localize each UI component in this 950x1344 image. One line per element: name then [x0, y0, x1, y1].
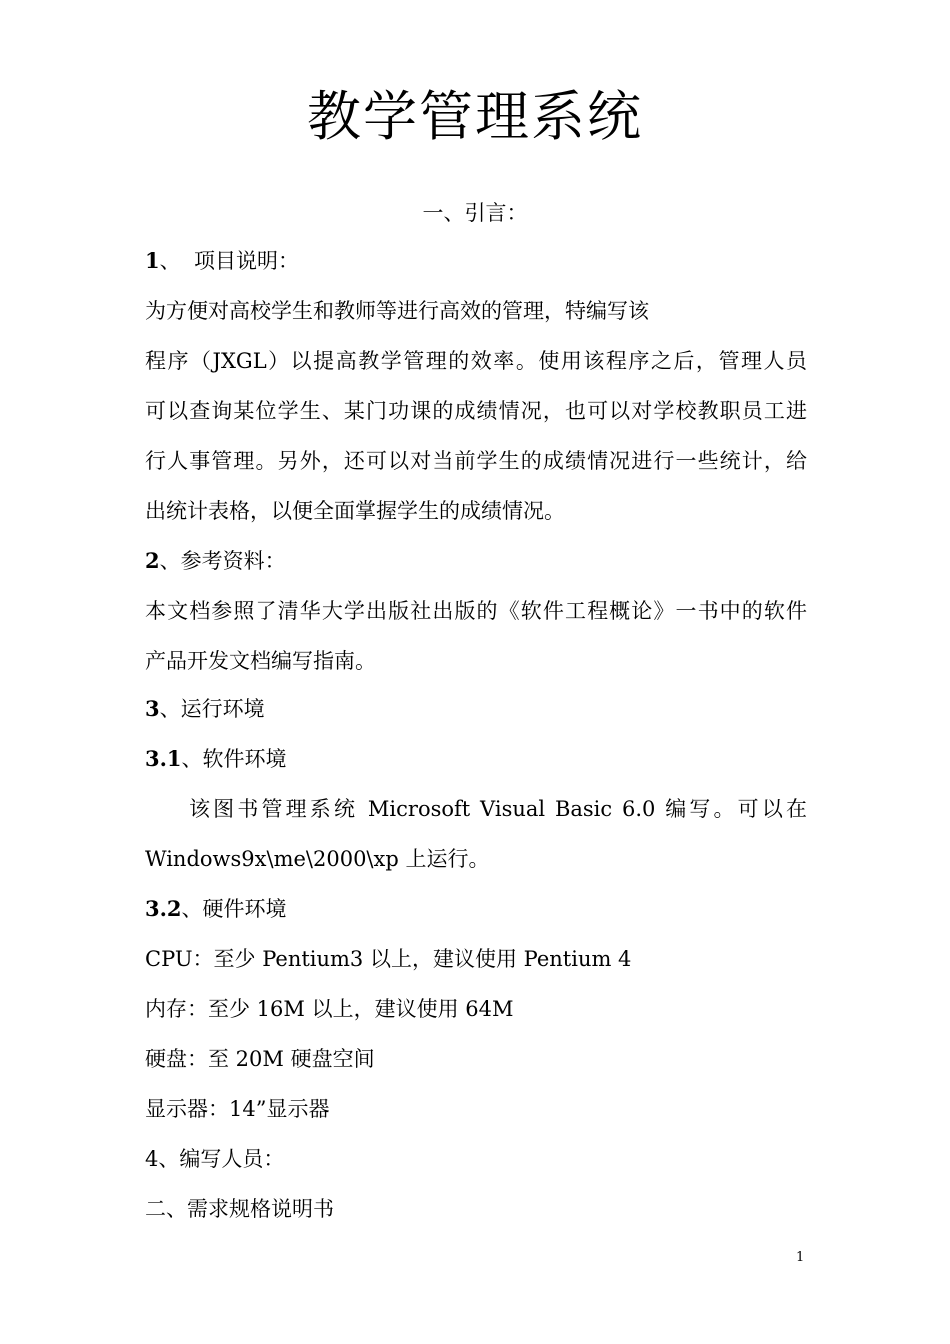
item-separator: 、 — [181, 747, 203, 771]
paragraph-line: 产品开发文档编写指南。 — [145, 649, 376, 673]
item-text: 硬件环境 — [202, 897, 287, 921]
paragraph-line: 为方便对高校学生和教师等进行高效的管理，特编写该 — [145, 299, 649, 323]
hardware-memory: 内存：至少 16M 以上，建议使用 64M — [145, 997, 514, 1021]
item-heading-authors: 4、编写人员： — [145, 1147, 285, 1171]
item-heading-hardware-environment — [145, 894, 807, 924]
paragraph-line: 程序（JXGL）以提高教学管理的效率。使用该程序之后，管理人员 — [145, 349, 807, 373]
item-number: 2 — [145, 548, 160, 573]
item-text: 项目说明： — [193, 249, 299, 273]
paragraph-line: Windows9x\me\2000\xp 上运行。 — [145, 847, 490, 871]
document-title: 教学管理系统 — [307, 85, 643, 148]
paragraph-line: 本文档参照了清华大学出版社出版的《软件工程概论》一书中的软件 — [145, 599, 807, 623]
hardware-disk: 硬盘：至 20M 硬盘空间 — [145, 1047, 375, 1071]
item-heading-project-description — [145, 246, 807, 276]
item-number: 3.2 — [145, 896, 182, 921]
item-separator: 、 — [159, 249, 194, 273]
item-heading-runtime-environment — [145, 694, 807, 724]
item-separator: 、 — [159, 697, 181, 721]
item-separator: 、 — [159, 549, 181, 573]
item-text: 运行环境 — [180, 697, 265, 721]
item-separator: 、 — [181, 897, 203, 921]
item-heading-software-environment — [145, 744, 807, 774]
section-heading-requirements: 二、需求规格说明书 — [145, 1197, 334, 1221]
paragraph-line: 该图书管理系统 Microsoft Visual Basic 6.0 编写。可以在 — [189, 797, 807, 821]
item-text: 软件环境 — [202, 747, 287, 771]
hardware-cpu: CPU：至少 Pentium3 以上，建议使用 Pentium 4 — [145, 947, 632, 971]
section-heading-introduction: 一、引言： — [422, 201, 528, 225]
item-heading-references — [145, 546, 807, 576]
item-number: 3.1 — [145, 746, 182, 771]
paragraph-line: 可以查询某位学生、某门功课的成绩情况，也可以对学校教职员工进 — [145, 399, 807, 423]
paragraph-line: 出统计表格，以便全面掌握学生的成绩情况。 — [145, 499, 565, 523]
item-text: 参考资料： — [180, 549, 286, 573]
paragraph-line: 行人事管理。另外，还可以对当前学生的成绩情况进行一些统计，给 — [145, 449, 807, 473]
item-number: 1 — [145, 248, 160, 273]
item-number: 3 — [145, 696, 160, 721]
hardware-display: 显示器：14”显示器 — [145, 1097, 330, 1121]
page-number: 1 — [796, 1250, 805, 1265]
